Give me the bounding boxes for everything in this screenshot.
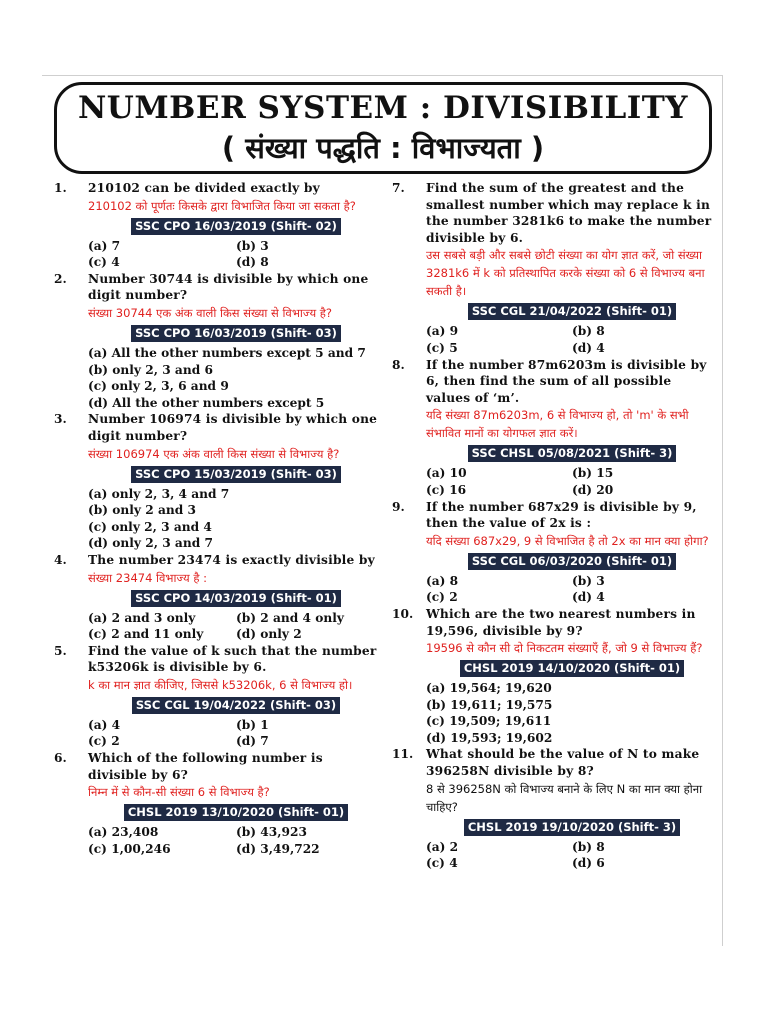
exam-tag: SSC CGL 06/03/2020 (Shift- 01) <box>468 553 676 570</box>
question-text-hindi: यदि संख्या 687x29, 9 से विभाजित है तो 2x का मान क्या होगा? <box>426 533 709 548</box>
question-text-hindi: यदि संख्या 87m6203m, 6 से विभाज्य हो, तो 'm' के सभी संभावित मानों का योगफल ज्ञात करें। <box>426 408 689 441</box>
question-item <box>392 606 718 747</box>
question-number: 5. <box>54 643 67 658</box>
options <box>426 573 718 606</box>
question-text-hindi: संख्या 23474 विभाज्य है : <box>88 570 208 585</box>
option: (c) 2 <box>426 590 458 605</box>
exam-tag-row <box>426 660 718 677</box>
exam-tag: SSC CGL 21/04/2022 (Shift- 01) <box>468 303 676 320</box>
exam-tag-row <box>88 325 384 342</box>
option: (b) 8 <box>572 324 605 339</box>
option: (b) 1 <box>236 717 269 732</box>
question-number: 10. <box>392 606 414 621</box>
question-item <box>392 746 718 871</box>
exam-tag-row <box>426 819 718 836</box>
question-number: 4. <box>54 552 67 567</box>
exam-tag: SSC CHSL 05/08/2021 (Shift- 3) <box>468 445 677 462</box>
question-text-hindi: k का मान ज्ञात कीजिए, जिससे k53206k, 6 से विभाज्य हो। <box>88 677 353 692</box>
options <box>426 323 718 356</box>
exam-tag: CHSL 2019 14/10/2020 (Shift- 01) <box>460 660 684 677</box>
option: (d) 8 <box>236 255 269 270</box>
question-number: 1. <box>54 181 67 195</box>
left-column <box>54 180 384 857</box>
option: (a) 19,564; 19,620 <box>426 681 552 696</box>
question-text-english: Find the sum of the greatest and the smallest number which may replace k in the number 3281k6 to make the number divisible by 6. <box>426 181 712 245</box>
question-text-english: Which of the following number is divisible by 6? <box>88 751 323 782</box>
question-item <box>54 643 384 750</box>
option: (b) 3 <box>572 573 605 588</box>
option: (d) 4 <box>572 340 605 355</box>
question-number: 6. <box>54 751 67 766</box>
option: (a) 9 <box>426 324 459 339</box>
option: (c) 2 and 11 only <box>88 627 204 642</box>
option: (a) 2 and 3 only <box>88 610 196 625</box>
option: (b) 3 <box>236 238 269 253</box>
option: (a) 2 <box>426 839 459 854</box>
question-text-hindi: संख्या 30744 एक अंक वाली किस संख्या से विभाज्य है? <box>88 305 332 320</box>
question-item <box>54 411 384 552</box>
option: (d) only 2, 3 and 7 <box>88 536 213 551</box>
option: (c) 2 <box>88 734 120 749</box>
question-text-english: If the number 87m6203m is divisible by 6, then find the sum of all possible values of ‘m’. <box>426 357 707 405</box>
question-text-english: If the number 687x29 is divisible by 9, then the value of 2x is : <box>426 499 697 531</box>
option: (b) 43,923 <box>236 825 307 840</box>
option: (b) 15 <box>572 466 614 481</box>
question-text-english: Which are the two nearest numbers in 19,596, divisible by 9? <box>426 606 696 638</box>
option: (b) 8 <box>572 839 605 854</box>
right-column <box>392 180 718 872</box>
exam-tag-row <box>426 553 718 570</box>
question-item <box>54 180 384 271</box>
option: (a) 4 <box>88 717 121 732</box>
question-number: 3. <box>54 412 67 427</box>
exam-tag: SSC CGL 19/04/2022 (Shift- 03) <box>132 697 340 714</box>
exam-tag: SSC CPO 15/03/2019 (Shift- 03) <box>131 466 341 483</box>
page-title-hindi: ( संख्या पद्धति : विभाज्यता ) <box>221 131 545 165</box>
options <box>426 839 718 872</box>
option: (d) All the other numbers except 5 <box>88 395 325 410</box>
question-text-english: What should be the value of N to make 396258N divisible by 8? <box>426 747 700 779</box>
exam-tag: CHSL 2019 13/10/2020 (Shift- 01) <box>124 804 348 821</box>
question-text-hindi: 210102 को पूर्णतः किसके द्वारा विभाजित किया जा सकता है? <box>88 198 356 213</box>
title-box <box>54 82 712 174</box>
question-text-hindi: निम्न में से कौन-सी संख्या 6 से विभाज्य है? <box>88 785 270 800</box>
option: (c) 16 <box>426 482 467 497</box>
option: (b) 2 and 4 only <box>236 610 344 625</box>
option: (c) 19,509; 19,611 <box>426 714 552 729</box>
question-item <box>54 750 384 857</box>
exam-tag-row <box>88 466 384 483</box>
question-item <box>54 271 384 412</box>
exam-tag-row <box>426 445 718 462</box>
question-number: 11. <box>392 747 414 762</box>
option: (d) 6 <box>572 856 605 871</box>
option: (b) only 2 and 3 <box>88 503 196 518</box>
exam-tag-row <box>88 697 384 714</box>
options <box>88 717 384 750</box>
option: (d) 4 <box>572 590 605 605</box>
option: (d) 3,49,722 <box>236 841 320 856</box>
exam-tag-row <box>88 804 384 821</box>
option: (c) 1,00,246 <box>88 841 171 856</box>
option: (d) only 2 <box>236 627 302 642</box>
options <box>88 486 384 552</box>
question-text-english: The number 23474 is exactly divisible by <box>88 552 375 567</box>
options <box>88 238 384 271</box>
option: (b) 19,611; 19,575 <box>426 697 553 712</box>
options <box>88 824 384 857</box>
question-text-hindi: उस सबसे बड़ी और सबसे छोटी संख्या का योग ज्ञात करें, जो संख्या 3281k6 में k को प्रतिस्थापित करके संख्या को 6 से विभाज्य बना सकती है। <box>426 248 705 299</box>
question-text-hindi: संख्या 106974 एक अंक वाली किस संख्या से विभाज्य है? <box>88 446 340 461</box>
exam-tag: SSC CPO 14/03/2019 (Shift- 01) <box>131 590 341 607</box>
exam-tag-row <box>426 303 718 320</box>
question-number: 9. <box>392 499 405 514</box>
option: (b) only 2, 3 and 6 <box>88 362 213 377</box>
question-text-english: Find the value of k such that the number k53206k is divisible by 6. <box>88 643 377 675</box>
question-item <box>54 552 384 643</box>
question-number: 7. <box>392 181 405 195</box>
option: (d) 7 <box>236 734 269 749</box>
question-text-hindi: 19596 से कौन सी दो निकटतम संख्याएँ हैं, जो 9 से विभाज्य हैं? <box>426 641 703 656</box>
question-number: 8. <box>392 357 405 372</box>
option: (c) only 2, 3, 6 and 9 <box>88 379 229 394</box>
question-text-english: Number 106974 is divisible by which one digit number? <box>88 412 378 443</box>
question-text-english: Number 30744 is divisible by which one digit number? <box>88 271 369 303</box>
option: (a) 8 <box>426 573 459 588</box>
option: (c) 4 <box>88 255 120 270</box>
option: (c) 5 <box>426 340 458 355</box>
question-text-hindi: 8 से 396258N को विभाज्य बनाने के लिए N का मान क्या होना चाहिए? <box>426 781 703 814</box>
question-number: 2. <box>54 271 67 286</box>
option: (c) only 2, 3 and 4 <box>88 519 212 534</box>
option: (a) 10 <box>426 466 467 481</box>
page-title: NUMBER SYSTEM : DIVISIBILITY <box>77 90 689 126</box>
option: (d) 19,593; 19,602 <box>426 730 553 745</box>
option: (a) All the other numbers except 5 and 7 <box>88 345 366 360</box>
options <box>88 345 384 411</box>
options <box>88 610 384 643</box>
exam-tag: SSC CPO 16/03/2019 (Shift- 02) <box>131 218 341 235</box>
question-text-english: 210102 can be divided exactly by <box>88 181 320 195</box>
options <box>426 680 718 746</box>
option: (a) 23,408 <box>88 825 159 840</box>
option: (d) 20 <box>572 482 614 497</box>
question-item <box>392 499 718 606</box>
option: (c) 4 <box>426 856 458 871</box>
exam-tag: SSC CPO 16/03/2019 (Shift- 03) <box>131 325 341 342</box>
question-item <box>392 357 718 499</box>
exam-tag-row <box>88 590 384 607</box>
exam-tag: CHSL 2019 19/10/2020 (Shift- 3) <box>464 819 680 836</box>
option: (a) only 2, 3, 4 and 7 <box>88 486 230 501</box>
option: (a) 7 <box>88 238 121 253</box>
options <box>426 465 718 498</box>
exam-tag-row <box>88 218 384 235</box>
question-item <box>392 180 718 357</box>
